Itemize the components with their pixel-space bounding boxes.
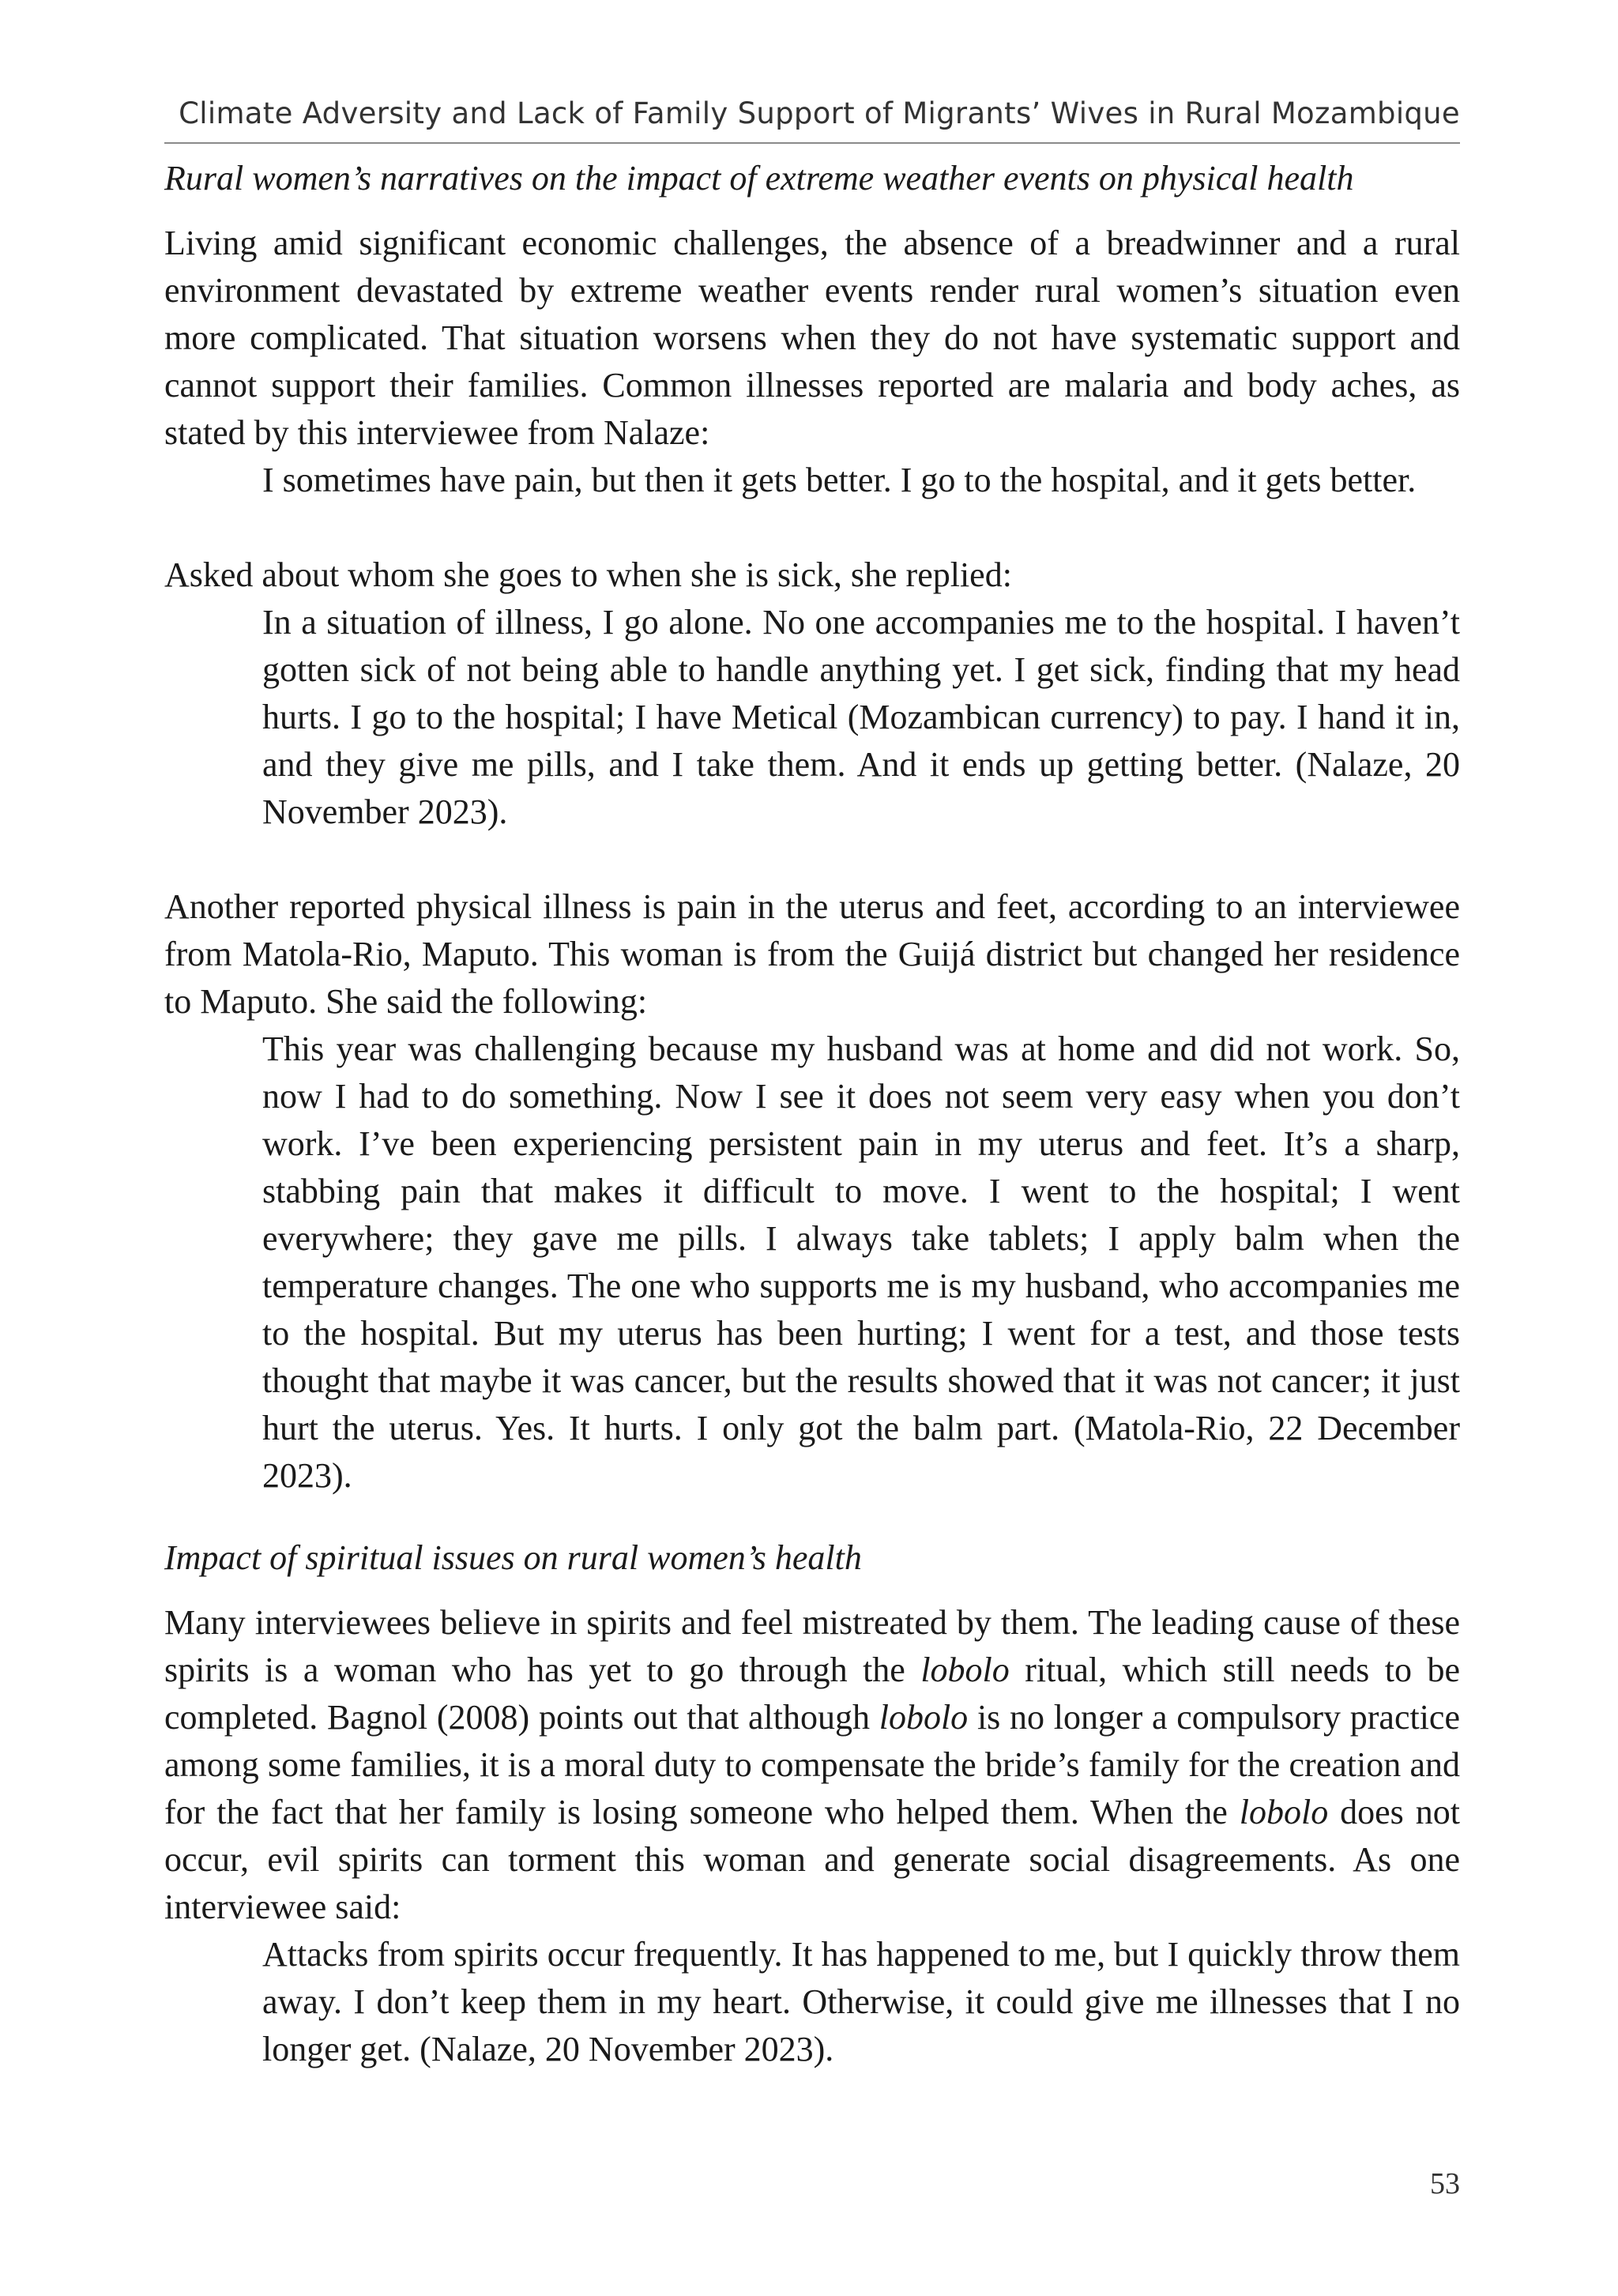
text-run: does not occur, evil spirits can torment this woman and generate social disagreements. As one interviewee said: bbox=[164, 1793, 1460, 1926]
italic-term: lobolo bbox=[920, 1650, 1010, 1689]
page-number: 53 bbox=[1430, 2167, 1460, 2200]
text-run: Many interviewees believe in spirits and feel mistreated by them. The leading cause of these spirits is a woman who has yet to go through the bbox=[164, 1603, 1460, 1689]
body-paragraph: Living amid significant economic challenges, the absence of a breadwinner and a rural environment devastated by extreme weather events render rural women’s situation even more complicated. That situation worsens when they do not have systematic support and cannot support their families. Common illnesses reported are malaria and body aches, as stated by this interviewee from Nalaze: bbox=[164, 224, 1460, 452]
body-paragraph: Asked about whom she goes to when she is sick, she replied: bbox=[164, 555, 1012, 594]
header-rule bbox=[164, 142, 1460, 144]
body-paragraph bbox=[164, 1599, 1460, 1931]
body-paragraph: Another reported physical illness is pain in the uterus and feet, according to an interviewee from Matola-Rio, Maputo. This woman is from the Guijá district but changed her residence to Maputo. She said the following: bbox=[164, 887, 1460, 1021]
block-quote: This year was challenging because my husband was at home and did not work. So, now I had to do something. Now I see it does not seem very easy when you don’t work. I’ve been experiencing persistent pain in my uterus and feet. It’s a sharp, stabbing pain that makes it difficult to move. I went to the hospital; I went everywhere; they gave me pills. I always take tablets; I apply balm when the temperature changes. The one who supports me is my husband, who accompanies me to the hospital. But my uterus has been hurting; I went for a test, and those tests thought that maybe it was cancer, but the results showed that it was not cancer; it just hurt the uterus. Yes. It hurts. I only got the balm part. (Matola-Rio, 22 December 2023). bbox=[262, 1029, 1460, 1495]
block-quote: Attacks from spirits occur frequently. It has happened to me, but I quickly throw them away. I don’t keep them in my heart. Otherwise, it could give me illnesses that I no longer get. (Nalaze, 20 November 2023). bbox=[262, 1935, 1460, 2068]
block-quote: I sometimes have pain, but then it gets better. I go to the hospital, and it gets better. bbox=[262, 461, 1417, 499]
italic-term: lobolo bbox=[1239, 1793, 1329, 1831]
running-header: Climate Adversity and Lack of Family Support of Migrants’ Wives in Rural Mozambique bbox=[179, 96, 1460, 130]
text-run: ritual, which still needs to be completed. Bagnol (2008) points out that although bbox=[164, 1650, 1461, 1737]
section-heading-physical-health: Rural women’s narratives on the impact of extreme weather events on physical health bbox=[164, 159, 1354, 198]
text-run: is no longer a compulsory practice among some families, it is a moral duty to compensate the bride’s family for the creation and for the fact that her family is losing someone who helped them. When the bbox=[164, 1698, 1460, 1831]
block-quote: In a situation of illness, I go alone. No one accompanies me to the hospital. I haven’t gotten sick of not being able to handle anything yet. I get sick, finding that my head hurts. I go to the hospital; I have Metical (Mozambican currency) to pay. I hand it in, and they give me pills, and I take them. And it ends up getting better. (Nalaze, 20 November 2023). bbox=[262, 603, 1460, 831]
section-heading-spiritual-issues: Impact of spiritual issues on rural women’s health bbox=[164, 1538, 862, 1577]
italic-term: lobolo bbox=[879, 1698, 969, 1737]
article-body bbox=[164, 155, 1460, 2073]
page bbox=[164, 0, 1460, 2296]
